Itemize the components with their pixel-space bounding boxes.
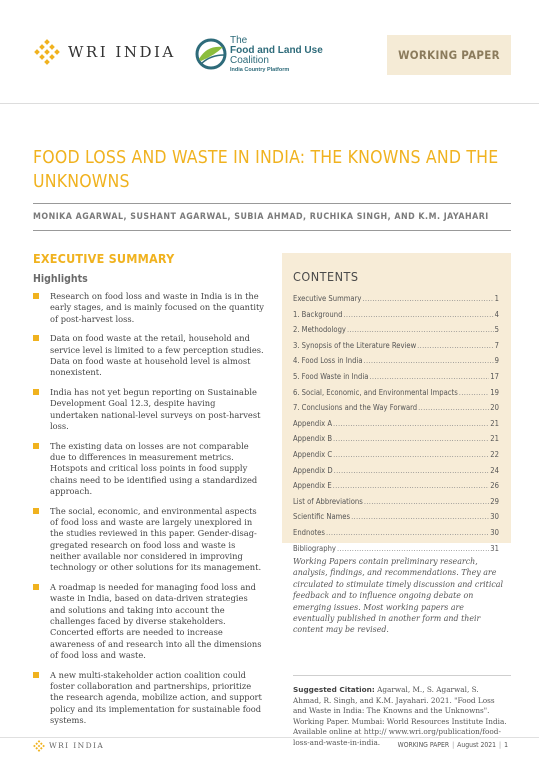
toc-entry[interactable]: Appendix A ..... 21 (293, 416, 499, 432)
list-item: The social, economic, and environmental aspects of food loss and waste are largely unexplored in the studies reviewed in this paper. Gender-disag-gregated research on food loss and waste is neither available nor considered in improving technology or other solutions for its management. (33, 506, 265, 574)
dot-leader (364, 353, 494, 369)
toc-entry[interactable]: 2. Methodology ..... 5 (293, 322, 499, 338)
toc-entry[interactable]: 1. Background ..... 4 (293, 307, 499, 323)
working-paper-note: Working Papers contain preliminary research, analysis, findings, and recommendations. They are circulated to stimulate timely discussion and critical feedback and to influence ongoing debate on emerging issues. Most working papers are eventually published in another form and their content may be revised. (293, 557, 503, 635)
dot-leader (333, 447, 489, 463)
square-bullet-icon (33, 584, 39, 590)
toc-entry[interactable]: 6. Social, Economic, and Environmental Impacts ..... 19 (293, 385, 499, 401)
toc-entry[interactable]: 3. Synopsis of the Literature Review ..... 7 (293, 338, 499, 354)
square-bullet-icon (33, 293, 39, 299)
toc-entry[interactable]: Appendix E ..... 26 (293, 478, 499, 494)
folu-logo-icon (193, 35, 229, 71)
wri-logo-icon (33, 740, 45, 752)
section-heading: EXECUTIVE SUMMARY (33, 251, 175, 266)
citation-link[interactable]: www.wri.org/publication/food-loss-and-waste-in-india. (293, 727, 501, 747)
dot-leader (337, 541, 489, 557)
dot-leader (326, 525, 489, 541)
dot-leader (334, 463, 490, 479)
square-bullet-icon (33, 672, 39, 678)
square-bullet-icon (33, 389, 39, 395)
dot-leader (362, 291, 493, 307)
dot-leader (459, 385, 490, 401)
toc-entry[interactable]: 7. Conclusions and the Way Forward ..... 20 (293, 400, 499, 416)
dot-leader (418, 400, 489, 416)
dot-leader (333, 478, 490, 494)
footer-brand: WRI INDIA (49, 741, 105, 750)
contents-heading: CONTENTS (293, 269, 359, 284)
citation-label: Suggested Citation: (293, 685, 375, 694)
toc-entry[interactable]: Executive Summary ..... 1 (293, 291, 499, 307)
header (0, 0, 539, 104)
square-bullet-icon (33, 508, 39, 514)
wri-brand-name: WRI INDIA (68, 43, 176, 61)
page-number: 1 (504, 741, 508, 749)
footer-doc-type: WORKING PAPER (397, 741, 450, 749)
paper-title: FOOD LOSS AND WASTE IN INDIA: THE KNOWNS AND THE UNKNOWNS (33, 148, 499, 192)
toc-entry[interactable]: List of Abbreviations ..... 29 (293, 494, 499, 510)
list-item: India has not yet begun reporting on Sustainable Development Goal 12.3, despite having undertaken national-level surveys on post-harvest loss. (33, 387, 265, 432)
list-item: Data on food waste at the retail, household and service level is limited to a few perception studies. Data on food waste at household level is almost nonexistent. (33, 333, 265, 378)
footer-separator: | (452, 741, 455, 749)
toc-entry[interactable]: Appendix C ..... 22 (293, 447, 499, 463)
dot-leader (417, 338, 493, 354)
subsection-heading: Highlights (33, 273, 88, 285)
list-item: A new multi-stakeholder action coalition could foster collaboration and partnerships, prioritize the research agenda, mobilize action, and support policy and its implementation for sustainable food systems. (33, 670, 265, 726)
citation-text: Agarwal, M., S. Agarwal, S. Ahmad, R. Singh, and K.M. Jayahari. 2021. "Food Loss and Waste in India: The Knowns and the Unknowns". Working Paper. Mumbai: World Resources Institute India. Available online at http:// (293, 685, 507, 737)
highlights-list (33, 291, 265, 735)
footer-meta (398, 741, 508, 749)
dot-leader (351, 509, 489, 525)
square-bullet-icon (33, 443, 39, 449)
footer-separator: | (499, 741, 502, 749)
suggested-citation (293, 685, 507, 749)
dot-leader (347, 322, 494, 338)
authors: MONIKA AGARWAL, SUSHANT AGARWAL, SUBIA AHMAD, RUCHIKA SINGH, AND K.M. JAYAHARI (33, 212, 489, 222)
authors-divider (33, 230, 511, 231)
title-divider (33, 203, 511, 204)
list-item: Research on food loss and waste in India is in the early stages, and is mainly focused on the quantity of post-harvest loss. (33, 291, 265, 325)
toc-entry[interactable]: 5. Food Waste in India ..... 17 (293, 369, 499, 385)
dot-leader (343, 307, 493, 323)
toc-entry[interactable]: Appendix D ..... 24 (293, 463, 499, 479)
note-divider (293, 675, 511, 676)
toc-entry[interactable]: Scientific Names ..... 30 (293, 509, 499, 525)
dot-leader (364, 494, 489, 510)
toc-entry[interactable]: Bibliography ..... 31 (293, 541, 499, 557)
dot-leader (333, 416, 489, 432)
list-item: A roadmap is needed for managing food loss and waste in India, based on data-driven strategies and solutions and taking into account the challenges faced by diverse stakeholders. Concerted efforts are needed to increase awareness of and research into all the dimensions of food loss and waste. (33, 582, 265, 661)
toc-entry[interactable]: Endnotes ..... 30 (293, 525, 499, 541)
dot-leader (333, 431, 489, 447)
working-paper-badge: WORKING PAPER (387, 35, 511, 75)
header-divider (0, 103, 539, 104)
toc-entry[interactable]: Appendix B ..... 21 (293, 431, 499, 447)
footer-date: August 2021 (457, 741, 497, 749)
dot-leader (369, 369, 489, 385)
square-bullet-icon (33, 335, 39, 341)
table-of-contents (293, 291, 499, 556)
list-item: The existing data on losses are not comparable due to differences in measurement metrics. Hotspots and critical loss points in food supply chains need to be identified using a standardized approach. (33, 441, 265, 497)
wri-logo-icon (34, 39, 60, 65)
footer-divider (0, 737, 539, 738)
partner-name: The Food and Land Use Coalition India Country Platform (230, 35, 323, 73)
toc-entry[interactable]: 4. Food Loss in India ..... 9 (293, 353, 499, 369)
